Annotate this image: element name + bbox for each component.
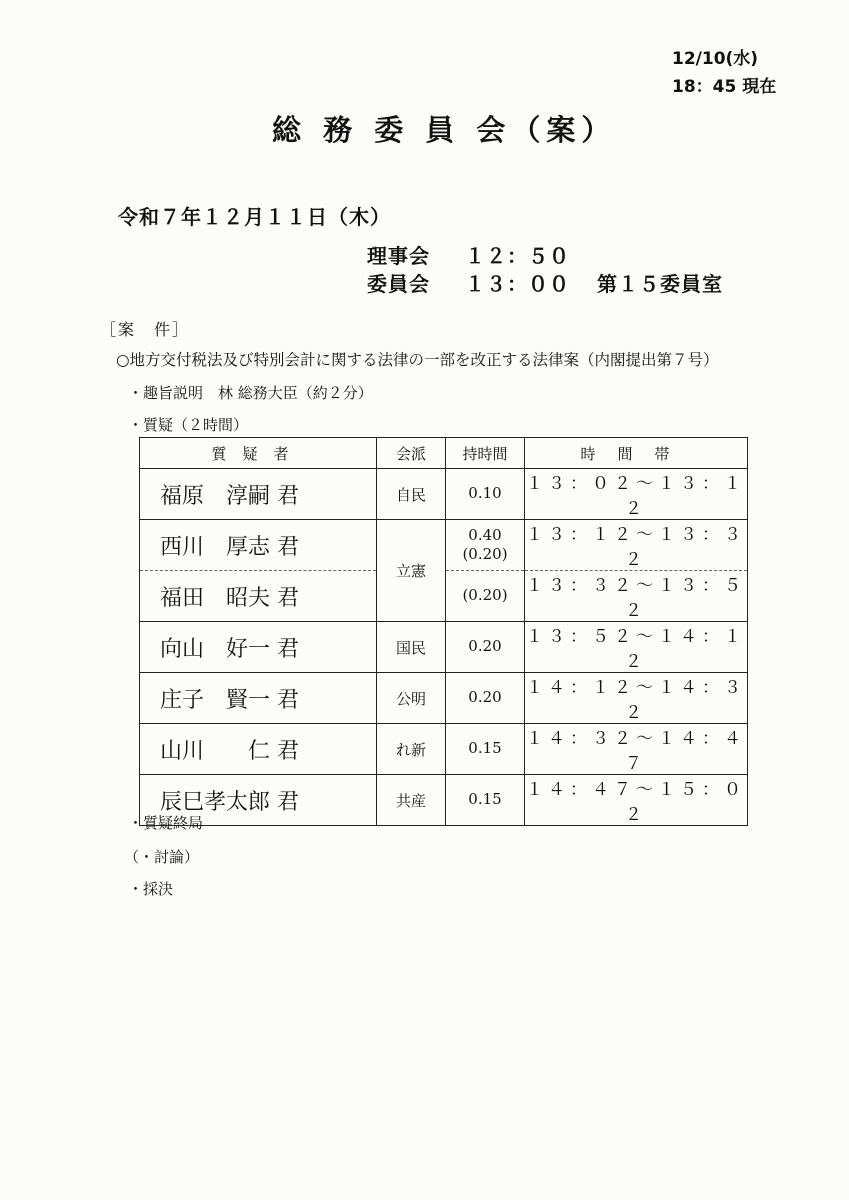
- item-vote: ・採決: [128, 880, 174, 898]
- allotted-time: [446, 775, 525, 826]
- document-title: 総 務 委 員 会（案）: [272, 113, 617, 147]
- item-questioning: ・質疑（２時間）: [128, 416, 249, 434]
- party: 自民: [377, 469, 446, 520]
- item-explanation: ・趣旨説明 林 総務大臣（約２分）: [128, 384, 373, 402]
- allotted-time-value: (0.20): [462, 586, 508, 605]
- allotted-time: [446, 622, 525, 673]
- allotted-time: [446, 673, 525, 724]
- allotted-time-value: 0.20: [468, 688, 502, 707]
- schedule-time: １２：５０: [465, 244, 570, 268]
- schedule-label: 理事会: [367, 244, 430, 268]
- questioner-name: 向山 好一 君: [140, 622, 377, 673]
- section-label: ［案 件］: [100, 320, 191, 339]
- table-header-row: [140, 438, 748, 469]
- schedule-label: 委員会: [367, 272, 430, 296]
- party: 公明: [377, 673, 446, 724]
- schedule-room: 第１５委員室: [597, 272, 723, 296]
- questioning-table: [139, 437, 748, 826]
- timestamp-date: 12/10(水): [672, 49, 759, 69]
- allotted-time-value: 0.15: [468, 739, 502, 758]
- time-slot: １４：３２〜１４：４７: [525, 724, 748, 775]
- item-end-of-questioning: ・質疑終局: [128, 814, 204, 832]
- allotted-time-value: 0.15: [468, 790, 502, 809]
- questioner-name: 西川 厚志 君: [140, 520, 377, 571]
- item-debate: （・討論）: [124, 848, 200, 866]
- allotted-time-value: 0.20: [468, 637, 502, 656]
- header-questioner: 質疑者: [140, 438, 377, 469]
- table-row: [140, 520, 748, 571]
- allotted-time: [446, 469, 525, 520]
- time-slot: １３：３２〜１３：５２: [525, 571, 748, 622]
- party: 国民: [377, 622, 446, 673]
- party: れ新: [377, 724, 446, 775]
- questioner-name: 福田 昭夫 君: [140, 571, 377, 622]
- table-row: [140, 775, 748, 826]
- table-row: [140, 469, 748, 520]
- timestamp-time: 18：45 現在: [672, 77, 777, 97]
- table-row: [140, 622, 748, 673]
- allotted-time-value: 0.40: [468, 525, 502, 544]
- time-slot: １３：０２〜１３：１２: [525, 469, 748, 520]
- allotted-time: [446, 520, 525, 571]
- time-slot: １４：１２〜１４：３２: [525, 673, 748, 724]
- allotted-time-sub-value: (0.20): [462, 545, 508, 563]
- schedule-time: １３：００: [465, 272, 570, 296]
- table-row: [140, 673, 748, 724]
- header-allotted-time: 持時間: [446, 438, 525, 469]
- time-slot: １３：５２〜１４：１２: [525, 622, 748, 673]
- header-time-slot: 時間帯: [525, 438, 748, 469]
- questioner-name: 山川 仁 君: [140, 724, 377, 775]
- schedule-directors-meeting: [367, 240, 597, 269]
- questioner-name: 庄子 賢一 君: [140, 673, 377, 724]
- questioner-name: 福原 淳嗣 君: [140, 469, 377, 520]
- party: 共産: [377, 775, 446, 826]
- schedule-committee-meeting: [367, 268, 723, 297]
- allotted-time: [446, 571, 525, 622]
- party: 立憲: [377, 520, 446, 622]
- time-slot: １３：１２〜１３：３２: [525, 520, 748, 571]
- table-row: [140, 724, 748, 775]
- meeting-date: 令和７年１２月１１日（木）: [118, 205, 391, 229]
- bill-title: ○地方交付税法及び特別会計に関する法律の一部を改正する法律案（内閣提出第７号）: [116, 351, 719, 369]
- header-party: 会派: [377, 438, 446, 469]
- time-slot: １４：４７〜１５：０２: [525, 775, 748, 826]
- allotted-time-value: 0.10: [468, 484, 502, 503]
- allotted-time: [446, 724, 525, 775]
- questioner-name: 辰巳孝太郎 君: [140, 775, 377, 826]
